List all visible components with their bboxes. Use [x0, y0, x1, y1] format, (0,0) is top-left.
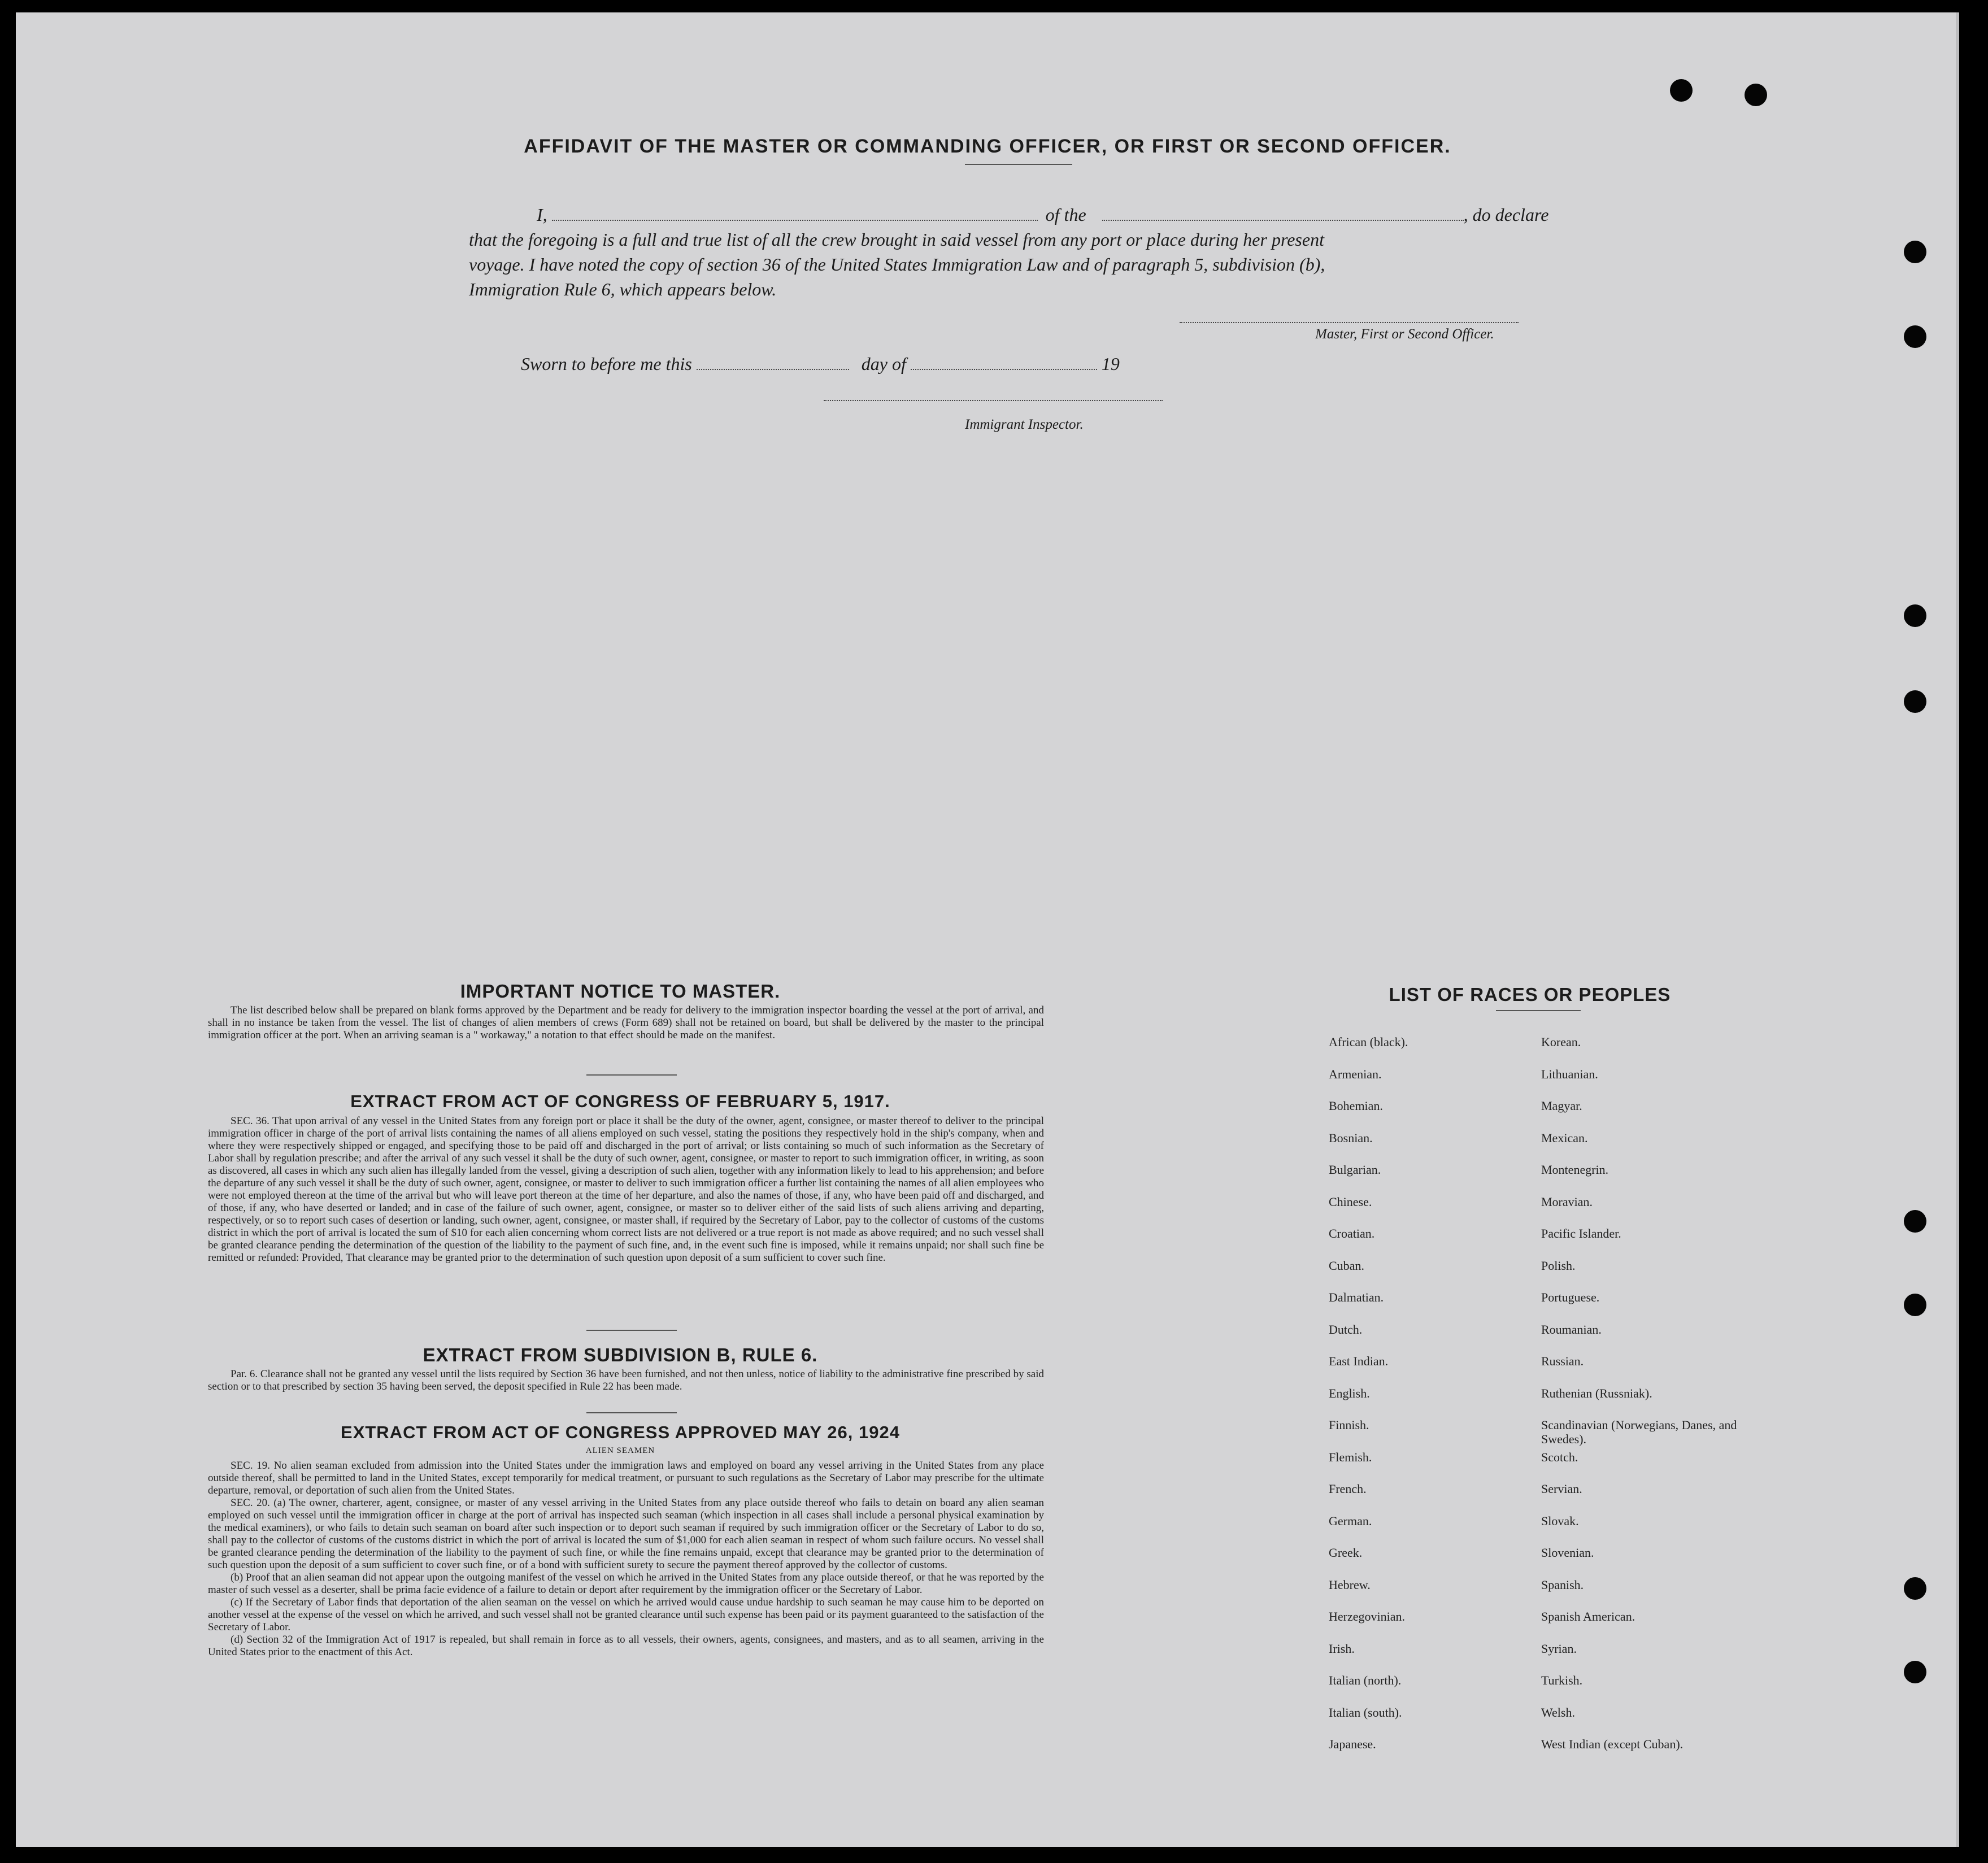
race-item: Magyar.	[1541, 1099, 1582, 1113]
affidavit-do-declare-label: , do declare	[1463, 204, 1549, 225]
sworn-day-of-label: day of	[861, 354, 906, 374]
race-item: Scotch.	[1541, 1450, 1578, 1464]
race-item: Slovak.	[1541, 1514, 1579, 1528]
race-item: German.	[1329, 1514, 1372, 1528]
notice-text	[208, 1004, 1044, 1042]
race-item: Bulgarian.	[1329, 1163, 1381, 1177]
punch-hole-right-3	[1904, 604, 1926, 627]
race-item: Bosnian.	[1329, 1131, 1373, 1145]
extract-1924-subtitle: ALIEN SEAMEN	[585, 1446, 655, 1455]
race-item: Spanish.	[1541, 1578, 1584, 1592]
race-item: Slovenian.	[1541, 1546, 1594, 1560]
punch-hole-top-2	[1745, 84, 1767, 106]
race-item: Welsh.	[1541, 1705, 1575, 1720]
affidavit-i-label: I,	[537, 204, 547, 225]
sworn-day-blank[interactable]	[697, 355, 849, 370]
race-item: Korean.	[1541, 1035, 1581, 1049]
sworn-statement	[521, 354, 1141, 375]
race-item: Pacific Islander.	[1541, 1226, 1621, 1240]
extract-1917-rule	[586, 1330, 677, 1331]
affidavit-of-the-label: of the	[1045, 204, 1086, 225]
race-item: Lithuanian.	[1541, 1067, 1598, 1081]
race-item: Syrian.	[1541, 1642, 1577, 1656]
extract-1917-title: EXTRACT FROM ACT OF CONGRESS OF FEBRUARY 5, 1917.	[350, 1091, 890, 1111]
race-item: Chinese.	[1329, 1195, 1372, 1209]
punch-hole-right-4	[1904, 690, 1926, 713]
notice-title: IMPORTANT NOTICE TO MASTER.	[460, 981, 781, 1002]
extract-rule6-paragraph: Par. 6. Clearance shall not be granted any vessel until the lists required by Section 36 have been furnished, and not then unless, notice of liability to the administrative fine prescribed by said section or to that prescribed by section 35 having been served, the deposit specified in Rule 22 has been made.	[208, 1368, 1044, 1392]
race-item: Dalmatian.	[1329, 1290, 1384, 1304]
extract-1924-title: EXTRACT FROM ACT OF CONGRESS APPROVED MAY 26, 1924	[341, 1422, 900, 1442]
race-item: Russian.	[1541, 1354, 1584, 1368]
race-item: Mexican.	[1541, 1131, 1588, 1145]
race-item: Polish.	[1541, 1259, 1576, 1273]
extract-1924-sec19: SEC. 19. No alien seaman excluded from admission into the United States under the immigration laws and employed on board any vessel arriving in the United States from any place outside thereof, shall be permitted to land in the United States, except temporarily for medical treatment, or pursuant to such regulations as the Secretary of Labor may prescribe for the ultimate departure, removal, or deportation of such alien from the United States.	[208, 1460, 1044, 1496]
race-item: East Indian.	[1329, 1354, 1389, 1368]
race-item: Ruthenian (Russniak).	[1541, 1386, 1652, 1400]
affidavit-line-4: Immigration Rule 6, which appears below.	[469, 279, 777, 299]
extract-1924-sec20a: SEC. 20. (a) The owner, charterer, agent, consignee, or master of any vessel arriving in the United States from any place outside thereof who fails to detain on board any alien seaman employed on such vessel until the immigration officer in charge at the port of arrival has inspected such seaman (which inspection in all cases shall include a personal physical examination by the medical examiners), or who fails to detain such seaman on board after such inspection or to deport such seaman if required by such immigration officer or the Secretary of Labor to do so, shall pay to the collector of customs of the customs district in which the port of arrival is located the sum of $1,000 for each alien seaman in respect of whom such failure occurs. No vessel shall be granted clearance pending the determination of the liability to the payment of such fine, or while the fine remains unpaid, except that clearance may be granted prior to the determination of such question upon the deposit of a sum sufficient to cover such fine, or of a bond with sufficient surety to secure the payment thereof approved by the collector of customs.	[208, 1497, 1044, 1571]
race-item: African (black).	[1329, 1035, 1408, 1049]
punch-hole-right-8	[1904, 1661, 1926, 1683]
extract-rule6-text	[208, 1368, 1044, 1393]
sworn-year-label: 19	[1101, 354, 1120, 374]
affidavit-title-rule	[965, 164, 1072, 165]
affidavit-title: AFFIDAVIT OF THE MASTER OR COMMANDING OFFICER, OR FIRST OR SECOND OFFICER.	[524, 136, 1451, 157]
master-signature-line[interactable]	[1180, 322, 1519, 323]
race-item: Italian (south).	[1329, 1705, 1402, 1720]
race-item: Dutch.	[1329, 1322, 1363, 1337]
race-item: Herzegovinian.	[1329, 1609, 1405, 1623]
race-item: Portuguese.	[1541, 1290, 1600, 1304]
extract-rule6-rule	[586, 1412, 677, 1413]
race-item: Italian (north).	[1329, 1673, 1402, 1687]
race-item: Armenian.	[1329, 1067, 1382, 1081]
sworn-label: Sworn to before me this	[521, 354, 692, 374]
inspector-signature-line[interactable]	[824, 400, 1163, 401]
race-item: Croatian.	[1329, 1226, 1375, 1240]
sworn-month-blank[interactable]	[911, 355, 1097, 370]
punch-hole-right-7	[1904, 1577, 1926, 1600]
punch-hole-right-2	[1904, 325, 1926, 348]
affidavit-line-1	[469, 202, 1576, 227]
punch-hole-right-5	[1904, 1210, 1926, 1233]
races-title: LIST OF RACES OR PEOPLES	[1389, 984, 1671, 1005]
punch-hole-right-6	[1904, 1294, 1926, 1316]
race-item: Moravian.	[1541, 1195, 1593, 1209]
notice-rule	[586, 1074, 677, 1076]
inspector-signature-label: Immigrant Inspector.	[965, 417, 1084, 432]
affidavit-statement	[469, 202, 1576, 302]
extract-rule6-title: EXTRACT FROM SUBDIVISION B, RULE 6.	[423, 1344, 818, 1365]
officer-name-blank[interactable]	[552, 205, 1038, 221]
race-item: Montenegrin.	[1541, 1163, 1609, 1177]
race-item: Irish.	[1329, 1642, 1355, 1656]
race-item: Spanish American.	[1541, 1609, 1635, 1623]
extract-1917-text	[208, 1115, 1044, 1264]
master-signature-label: Master, First or Second Officer.	[1315, 327, 1494, 342]
race-item: West Indian (except Cuban).	[1541, 1737, 1684, 1751]
affidavit-line-2: that the foregoing is a full and true list of all the crew brought in said vessel from any port or place during her present	[469, 229, 1324, 250]
punch-hole-top-1	[1670, 79, 1693, 102]
race-item: Finnish.	[1329, 1418, 1369, 1432]
extract-1917-paragraph: SEC. 36. That upon arrival of any vessel in the United States from any foreign port or place it shall be the duty of the owner, agent, consignee, or master thereof to deliver to the principal immigration officer in charge of the port of arrival lists containing the names of all aliens employed on such vessel, stating the positions they respectively hold in the ship's company, when and where they were respectively shipped or engaged, and specifying those to be paid off and discharged in the port of arrival; or lists containing so much of such information as the Secretary of Labor shall by regulation prescribe; and after the arrival of any such vessel it shall be the duty of such owner, agent, consignee, or master to report to such immigration officer, in writing, as soon as discovered, all cases in which any such alien has illegally landed from the vessel, giving a description of such alien, together with any information likely to lead to his apprehension; and before the departure of any such vessel it shall be the duty of such owner, agent, consignee, or master to deliver to such immigration officer a further list containing the names of all alien employees who were not employed thereon at the time of the arrival but who will leave port thereon at the time of her departure, and also the names of those, if any, who have been paid off and discharged, and of those, if any, who have deserted or landed; and in case of the failure of such owner, agent, consignee, or master so to deliver either of the said lists of such aliens arriving and departing, respectively, or so to report such cases of desertion or landing, such owner, agent, consignee, or master shall, if required by the Secretary of Labor, pay to the collector of customs of the customs district in which the port of arrival is located the sum of $10 for each alien concerning whom correct lists are not delivered or a true report is not made as above required; and no such vessel shall be granted clearance pending the determination of the question of the liability to the payment of such fine, and, in the event such fine is imposed, while it remains unpaid; nor shall such fine be remitted or refunded: Provided, That clearance may be granted prior to the determination of such question upon deposit of a sum sufficient to cover such fine.	[208, 1115, 1044, 1264]
race-item: Flemish.	[1329, 1450, 1372, 1464]
race-item: Bohemian.	[1329, 1099, 1383, 1113]
affidavit-line-3: voyage. I have noted the copy of section 36 of the United States Immigration Law and of paragraph 5, subdivision (b),	[469, 254, 1325, 275]
race-item: Turkish.	[1541, 1673, 1583, 1687]
extract-1924-sec20b: (b) Proof that an alien seaman did not appear upon the outgoing manifest of the vessel on which he arrived in the United States from any place outside thereof, or that he was reported by the master of such vessel as a deserter, shall be prima facie evidence of a failure to detain or deport after requirement by the immigration officer or the Secretary of Labor.	[208, 1572, 1044, 1596]
extract-1924-sec20d: (d) Section 32 of the Immigration Act of 1917 is repealed, but shall remain in force as to all vessels, their owners, agents, consignees, and masters, and as to all seamen, arriving in the United States prior to the enactment of this Act.	[208, 1634, 1044, 1658]
race-item: Cuban.	[1329, 1259, 1364, 1273]
races-title-rule	[1496, 1010, 1581, 1011]
extract-1924-sec20c: (c) If the Secretary of Labor finds that deportation of the alien seaman on the vessel on which he arrived would cause undue hardship to such seaman he may cause him to be deported on another vessel at the expense of the vessel on which he arrived, and such vessel shall not be granted clearance until such expense has been paid or its payment guaranteed to the satisfaction of the Secretary of Labor.	[208, 1596, 1044, 1633]
extract-1924-text	[208, 1460, 1044, 1659]
race-item: English.	[1329, 1386, 1370, 1400]
notice-paragraph: The list described below shall be prepared on blank forms approved by the Department and be ready for delivery to the immigration inspector boarding the vessel at the port of arrival, and shall in no instance be taken from the vessel. The list of changes of alien members of crews (Form 689) shall not be retained on board, but shall be delivered by the master to the principal immigration officer at the port. When an arriving seaman is a " workaway," a notation to that effect should be made on the manifest.	[208, 1004, 1044, 1041]
race-item: Roumanian.	[1541, 1322, 1602, 1337]
race-item: French.	[1329, 1482, 1367, 1496]
race-item: Hebrew.	[1329, 1578, 1371, 1592]
race-item: Scandinavian (Norwegians, Danes, and Swedes).	[1541, 1418, 1737, 1446]
race-item: Servian.	[1541, 1482, 1582, 1496]
race-item: Japanese.	[1329, 1737, 1376, 1751]
punch-hole-right-1	[1904, 241, 1926, 263]
race-item: Greek.	[1329, 1546, 1363, 1560]
manifest-page	[16, 12, 1959, 1847]
vessel-name-blank[interactable]	[1102, 205, 1464, 221]
